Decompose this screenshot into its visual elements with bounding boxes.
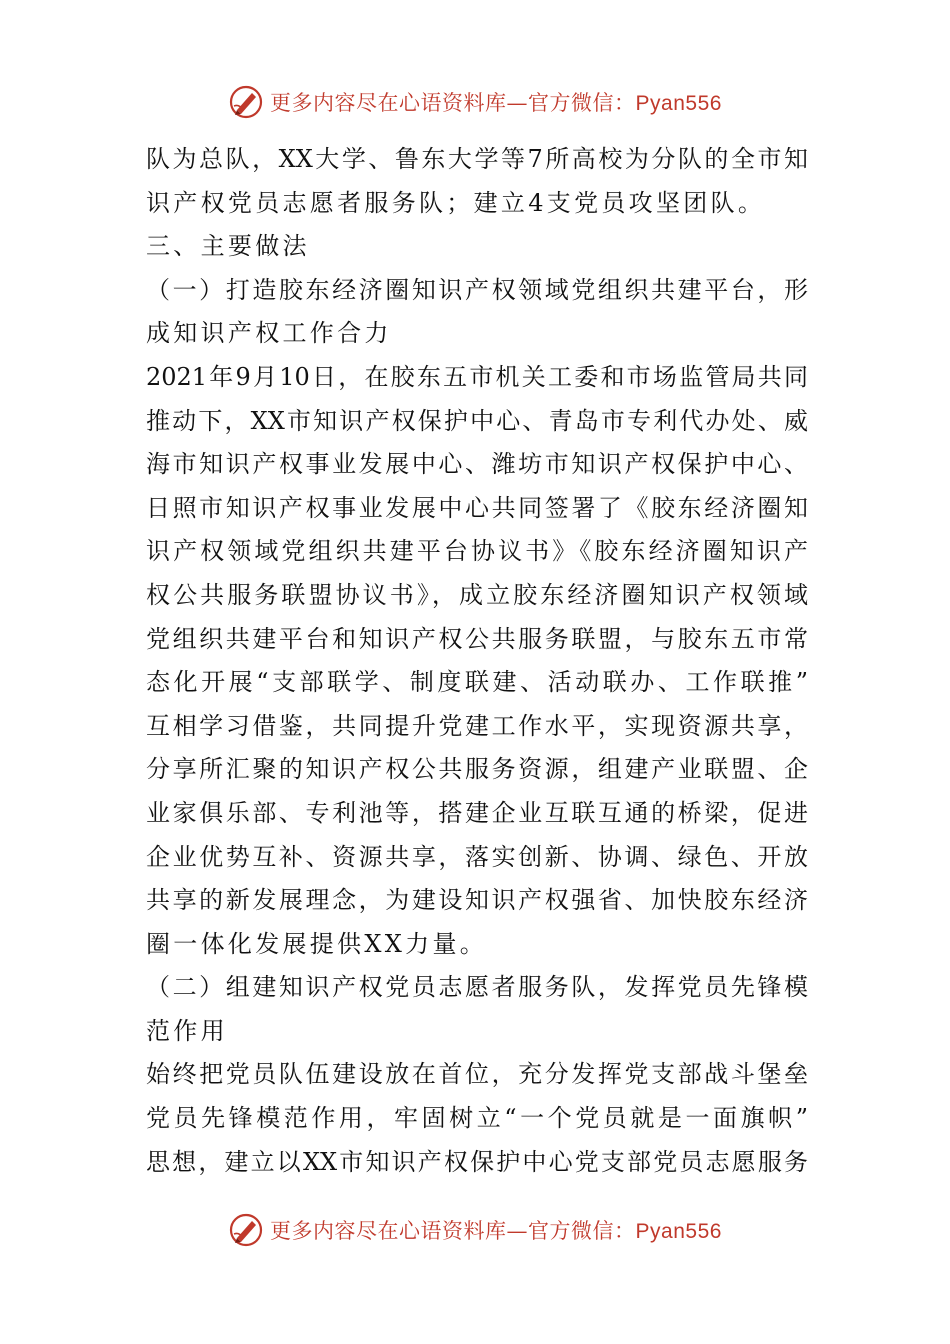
text-line: 推动下，XX市知识产权保护中心、青岛市专利代办处、威 bbox=[146, 406, 808, 435]
text-line: 日照市知识产权事业发展中心共同签署了《胶东经济圈知 bbox=[146, 493, 808, 522]
text-line: 圈一体化发展提供XX力量。 bbox=[146, 929, 488, 958]
text-line: 成知识产权工作合力 bbox=[146, 319, 392, 348]
text-line: 分享所汇聚的知识产权公共服务资源，组建产业联盟、企 bbox=[146, 755, 808, 784]
text-line: 始终把党员队伍建设放在首位，充分发挥党支部战斗堡垒 bbox=[146, 1060, 808, 1089]
text-line: 范作用 bbox=[146, 1016, 228, 1045]
text-line: （一）打造胶东经济圈知识产权领域党组织共建平台，形 bbox=[146, 275, 808, 304]
pen-circle-icon bbox=[228, 1212, 264, 1248]
text-line: 态化开展“支部联学、制度联建、活动联办、工作联推” bbox=[146, 668, 808, 697]
pen-circle-icon bbox=[228, 84, 264, 120]
text-line: 队为总队，XX大学、鲁东大学等7所高校为分队的全市知 bbox=[146, 145, 808, 173]
text-line: 企业优势互补、资源共享，落实创新、协调、绿色、开放 bbox=[146, 842, 808, 871]
text-line: 共享的新发展理念，为建设知识产权强省、加快胶东经济 bbox=[146, 886, 808, 915]
text-line: 权公共服务联盟协议书》，成立胶东经济圈知识产权领域 bbox=[146, 580, 808, 609]
text-line: （二）组建知识产权党员志愿者服务队，发挥党员先锋模 bbox=[146, 973, 808, 1002]
text-line: 党员先锋模范作用，牢固树立“一个党员就是一面旗帜” bbox=[146, 1104, 808, 1133]
text-line: 识产权党员志愿者服务队；建立4支党员攻坚团队。 bbox=[146, 188, 766, 217]
text-line: 互相学习借鉴，共同提升党建工作水平，实现资源共享， bbox=[146, 711, 808, 740]
text-line: 海市知识产权事业发展中心、潍坊市知识产权保护中心、 bbox=[146, 450, 808, 479]
watermark-text: 更多内容尽在心语资料库—官方微信：Pyan556 bbox=[270, 1219, 722, 1243]
text-line: 识产权领域党组织共建平台协议书》《胶东经济圈知识产 bbox=[146, 537, 808, 566]
watermark-footer bbox=[0, 1210, 950, 1250]
text-line: 业家俱乐部、专利池等，搭建企业互联互通的桥梁，促进 bbox=[146, 798, 808, 827]
text-line: 三、主要做法 bbox=[146, 232, 310, 261]
text-line: 思想，建立以XX市知识产权保护中心党支部党员志愿服务 bbox=[146, 1147, 808, 1176]
watermark-text: 更多内容尽在心语资料库—官方微信：Pyan556 bbox=[270, 91, 722, 115]
watermark-header bbox=[0, 82, 950, 122]
text-line: 2021年9月10日，在胶东五市机关工委和市场监管局共同 bbox=[146, 362, 808, 391]
document-body bbox=[146, 138, 808, 1184]
text-line: 党组织共建平台和知识产权公共服务联盟，与胶东五市常 bbox=[146, 624, 808, 653]
